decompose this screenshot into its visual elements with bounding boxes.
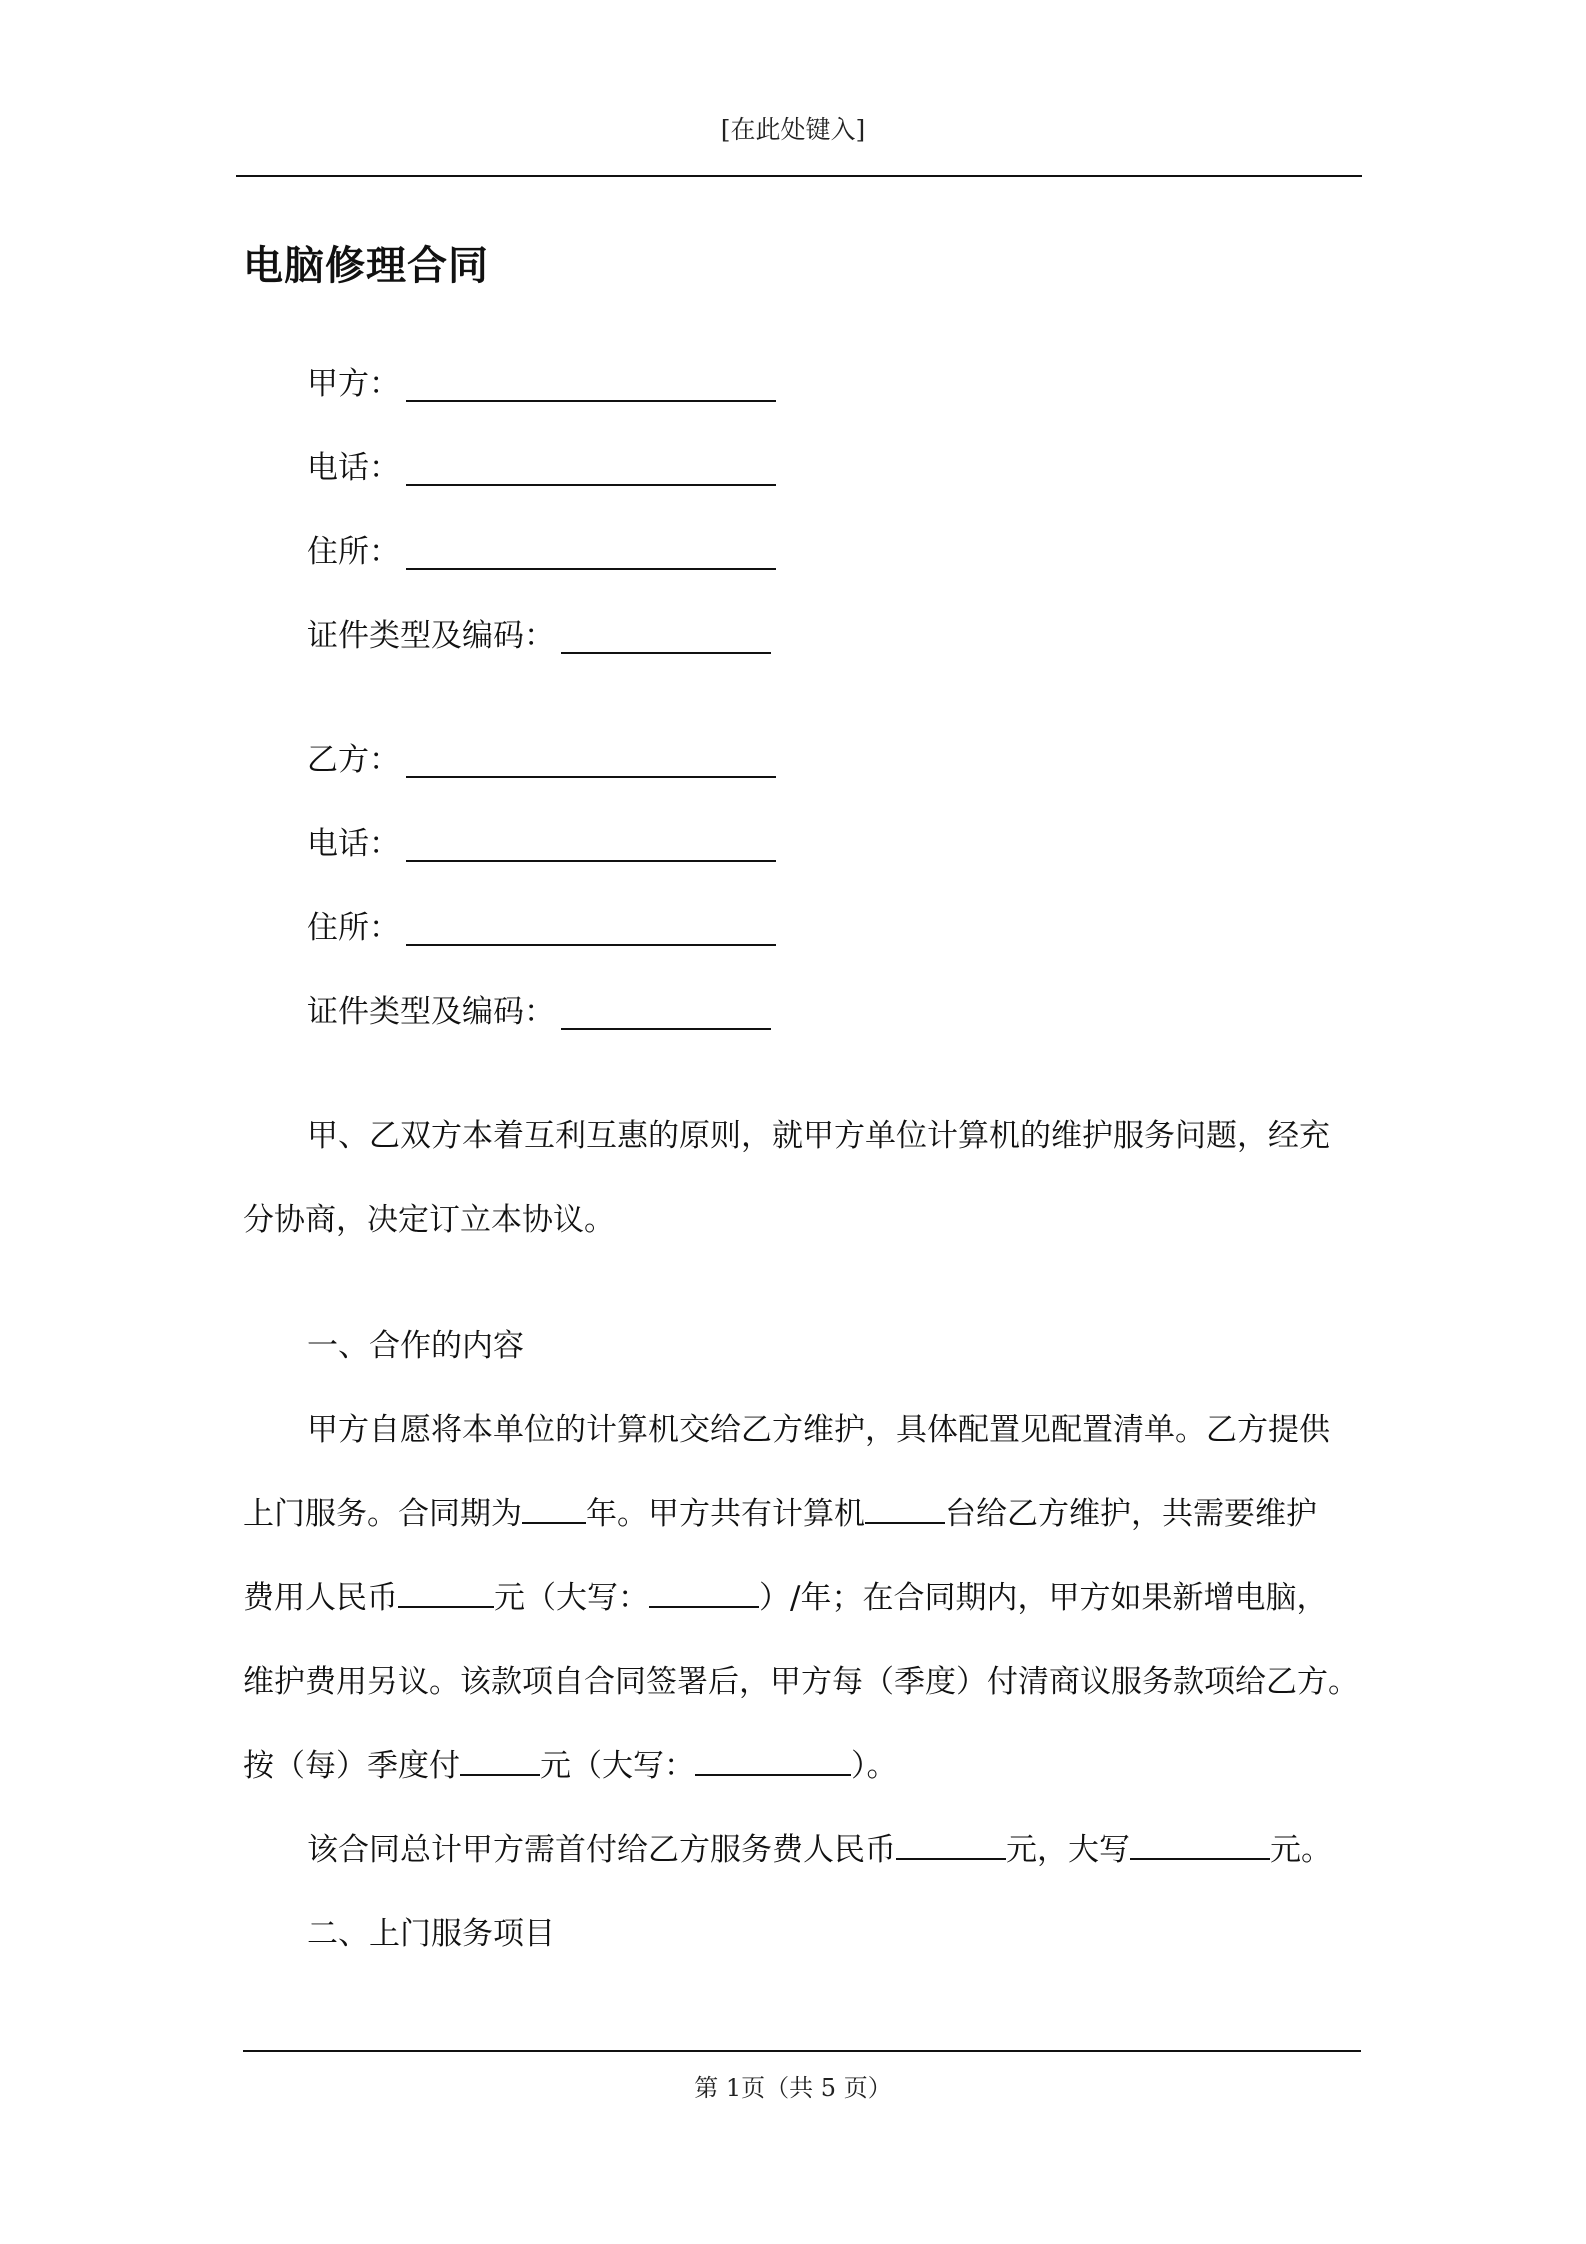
section-1-line-3 [243, 1576, 1361, 1620]
party-a-phone-label: 电话： [307, 450, 400, 486]
footer-divider [243, 2050, 1361, 2052]
intro-line-1: 甲、乙双方本着互利互惠的原则，就甲方单位计算机的维护服务问题，经充 [307, 1118, 1330, 1154]
section-1-heading: 一、合作的内容 [307, 1328, 524, 1364]
total-fee-blank[interactable] [896, 1828, 1006, 1860]
quarterly-pay-text: 按（每）季度付 [243, 1748, 460, 1784]
party-b-phone-blank[interactable] [406, 859, 776, 862]
party-b-name-label: 乙方： [307, 742, 400, 778]
party-b-address-label: 住所： [307, 910, 400, 946]
party-a-address-label: 住所： [307, 534, 400, 570]
document-title: 电脑修理合同 [243, 243, 489, 289]
header-divider [236, 175, 1362, 177]
total-yuan-text: 元。 [1270, 1832, 1332, 1868]
fee-uppercase-text: 元（大写： [494, 1580, 649, 1616]
section-1-line-4: 维护费用另议。该款项自合同签署后，甲方每（季度）付清商议服务款项给乙方。 [243, 1664, 1359, 1700]
total-fee-uppercase-blank[interactable] [1130, 1828, 1270, 1860]
section-1-line-5 [243, 1744, 1361, 1788]
party-b-name-blank[interactable] [406, 775, 776, 778]
section-1-line-2 [243, 1492, 1361, 1536]
party-a-name-field [307, 362, 776, 406]
page-footer: 第 1页（共 5 页） [694, 2074, 892, 2102]
annual-fee-uppercase-blank[interactable] [649, 1576, 759, 1608]
party-b-id-field [307, 990, 771, 1034]
party-b-phone-field [307, 822, 776, 866]
contract-term-text: 上门服务。合同期为 [243, 1496, 522, 1532]
party-a-address-blank[interactable] [406, 567, 776, 570]
party-b-phone-label: 电话： [307, 826, 400, 862]
party-b-id-label: 证件类型及编码： [307, 994, 555, 1030]
annual-fee-blank[interactable] [398, 1576, 494, 1608]
quarterly-close-text: ）。 [851, 1748, 898, 1784]
party-b-id-blank[interactable] [561, 1027, 771, 1030]
party-a-phone-field [307, 446, 776, 490]
party-a-id-label: 证件类型及编码： [307, 618, 555, 654]
computer-count-text: 年。甲方共有计算机 [586, 1496, 865, 1532]
section-1-line-6 [307, 1828, 1425, 1872]
party-a-name-blank[interactable] [406, 399, 776, 402]
party-a-name-label: 甲方： [307, 366, 400, 402]
contract-years-blank[interactable] [522, 1492, 586, 1524]
party-b-address-field [307, 906, 776, 950]
maintenance-text: 台给乙方维护，共需要维护 [945, 1496, 1317, 1532]
fee-rmb-text: 费用人民币 [243, 1580, 398, 1616]
party-b-name-field [307, 738, 776, 782]
quarterly-uppercase-text: 元（大写： [540, 1748, 695, 1784]
page-header: [在此处键入] [720, 115, 866, 144]
section-2-heading: 二、上门服务项目 [307, 1916, 555, 1952]
computer-count-blank[interactable] [865, 1492, 945, 1524]
total-fee-text: 该合同总计甲方需首付给乙方服务费人民币 [307, 1832, 896, 1868]
quarterly-fee-uppercase-blank[interactable] [695, 1744, 851, 1776]
party-a-id-blank[interactable] [561, 651, 771, 654]
party-a-phone-blank[interactable] [406, 483, 776, 486]
party-a-id-field [307, 614, 771, 658]
section-1-line-1: 甲方自愿将本单位的计算机交给乙方维护，具体配置见配置清单。乙方提供 [307, 1412, 1330, 1448]
total-uppercase-text: 元，大写 [1006, 1832, 1130, 1868]
party-a-address-field [307, 530, 776, 574]
intro-line-2: 分协商，决定订立本协议。 [243, 1202, 615, 1238]
quarterly-fee-blank[interactable] [460, 1744, 540, 1776]
party-b-address-blank[interactable] [406, 943, 776, 946]
per-year-text: ）/年；在合同期内，甲方如果新增电脑， [759, 1580, 1328, 1616]
